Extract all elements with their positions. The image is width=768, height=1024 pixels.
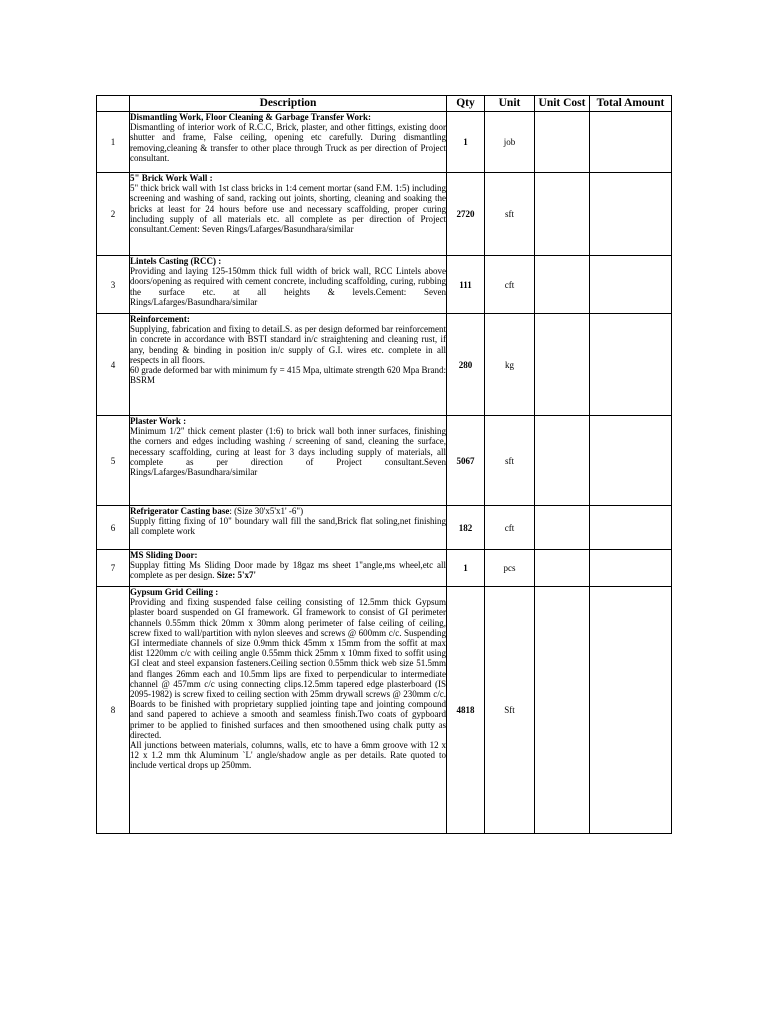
table-row [97, 256, 672, 314]
row-unit-cost [535, 173, 590, 256]
row-unit-cost [535, 112, 590, 173]
row-qty: 5067 [447, 416, 485, 506]
row-sl: 6 [97, 506, 130, 550]
item-body-extra: All junctions between materials, columns, walls, etc to have a 6mm groove with 12 x 12 x 1.2 mm thk Aluminum `L' angle/shadow angle as per details. Rate quoted to include vertical drops up 250mm. [130, 740, 446, 771]
row-unit: job [485, 112, 535, 173]
row-qty: 2720 [447, 173, 485, 256]
item-title-suffix: : (Size 30'x5'x1' -6") [229, 506, 304, 516]
row-unit-cost [535, 506, 590, 550]
item-size: Size: 5'x7' [216, 570, 256, 581]
row-sl: 7 [97, 550, 130, 587]
item-body: Minimum 1/2" thick cement plaster (1:6) to brick wall both inner surfaces, finishing the corners and edges including washing / screening of sand, cleaning the surface, necessary scaffolding, curing at least for 3 days including supply of materials, all complete as per direction of Project consultant.Seven Rings/Lafarges/Basundhara/similar [130, 426, 446, 478]
row-total-amount [590, 112, 672, 173]
boq-table [96, 95, 672, 834]
row-unit: pcs [485, 550, 535, 587]
row-qty: 1 [447, 112, 485, 173]
item-body: Supply fitting fixing of 10" boundary wall fill the sand,Brick flat soling,net finishing all complete work [130, 516, 446, 537]
row-qty: 280 [447, 314, 485, 416]
item-body: Providing and laying 125-150mm thick full width of brick wall, RCC Lintels above doors/opening as required with cement concrete, including scaffolding, curing, rubbing the surface etc. at all heights & levels.Cement: Seven Rings/Lafarges/Basundhara/similar [130, 266, 446, 307]
row-description [130, 256, 447, 314]
header-description: Description [130, 96, 447, 112]
row-qty: 111 [447, 256, 485, 314]
item-title: Gypsum Grid Ceiling : [130, 587, 219, 597]
row-sl: 4 [97, 314, 130, 416]
item-body: 5" thick brick wall with 1st class bricks in 1:4 cement mortar (sand F.M. 1:5) including screening and washing of sand, racking out joints, shorting, cleaning and soaking the bricks at least for 24 hours before use and necessary scaffolding, proper curing including supply of all materials etc. all complete as per direction of Project consultant.Cement: Seven Rings/Lafarges/Basundhara/similar [130, 183, 446, 235]
header-unit-cost: Unit Cost [535, 96, 590, 112]
row-unit: kg [485, 314, 535, 416]
header-total-amount: Total Amount [590, 96, 672, 112]
item-title: MS Sliding Door: [130, 550, 198, 560]
item-title: Reinforcement: [130, 314, 190, 324]
row-sl: 8 [97, 587, 130, 834]
item-body: Dismantling of interior work of R.C.C, Brick, plaster, and other fittings, existing door shutter and frame, False ceiling, opening etc carefully. During dismantling removing,cleaning & transfer to other place through Truck as per direction of Project consultant. [130, 122, 446, 163]
row-unit-cost [535, 256, 590, 314]
table-row [97, 173, 672, 256]
row-total-amount [590, 416, 672, 506]
item-title: Refrigerator Casting base [130, 506, 230, 516]
table-row [97, 506, 672, 550]
row-description [130, 112, 447, 173]
table-row [97, 314, 672, 416]
item-body-extra: 60 grade deformed bar with minimum fy = 415 Mpa, ultimate strength 620 Mpa Brand: BSRM [130, 365, 446, 386]
header-unit: Unit [485, 96, 535, 112]
row-qty: 4818 [447, 587, 485, 834]
row-sl: 2 [97, 173, 130, 256]
row-sl: 3 [97, 256, 130, 314]
header-sl [97, 96, 130, 112]
header-qty: Qty [447, 96, 485, 112]
row-unit-cost [535, 416, 590, 506]
row-qty: 182 [447, 506, 485, 550]
row-total-amount [590, 314, 672, 416]
row-description [130, 314, 447, 416]
row-total-amount [590, 256, 672, 314]
item-title: 5" Brick Work Wall : [130, 173, 213, 183]
row-qty: 1 [447, 550, 485, 587]
row-sl: 1 [97, 112, 130, 173]
row-unit-cost [535, 314, 590, 416]
item-title: Plaster Work : [130, 416, 187, 426]
item-body: Providing and fixing suspended false ceiling consisting of 12.5mm thick Gypsum plaster board suspended on GI framework. GI framework to consist of GI perimeter channels 0.55mm thick 20mm x 30mm along perimeter of false ceiling of ceiling, screw fixed to wall/partition with nylon sleeves and screws @ 600mm c/c. Suspending GI intermediate channels of size 0.9mm thick 45mm x 15mm from the soffit at max dist 1220mm c/c with ceiling angle 0.55mm thick 25mm x 10mm fixed to soffit using GI cleat and steel expansion fasteners.Ceiling section 0.55mm thick web size 51.5mm and flanges 26mm each and 10.5mm lips are fixed to perpendicular to intermediate channel @ 457mm c/c using connecting clips.12.5mm tapered edge plasterboard (IS 2095-1982) is screw fixed to ceiling section with 25mm drywall screws @ 230mm c/c. Boards to be finished with proprietary supplied jointing tape and jointing compound and sand papered to achieve a smooth and seamless finish.Two coats of gypboard primer to be applied to finished surfaces and then smoothened using chalk putty as directed. [130, 597, 446, 740]
row-total-amount [590, 587, 672, 834]
row-total-amount [590, 173, 672, 256]
row-description [130, 416, 447, 506]
row-unit: sft [485, 173, 535, 256]
item-title: Lintels Casting (RCC) : [130, 256, 222, 266]
row-unit: cft [485, 506, 535, 550]
table-row [97, 587, 672, 834]
table-row [97, 416, 672, 506]
table-row [97, 112, 672, 173]
row-unit-cost [535, 587, 590, 834]
item-body: Supplay fitting Ms Sliding Door made by 18gaz ms sheet 1"angle,ms wheel,etc all complete as per design. [130, 560, 446, 581]
row-total-amount [590, 506, 672, 550]
row-unit: cft [485, 256, 535, 314]
item-title: Dismantling Work, Floor Cleaning & Garbage Transfer Work: [130, 112, 372, 122]
table-row [97, 550, 672, 587]
header-row [97, 96, 672, 112]
item-body: Supplying, fabrication and fixing to detaiLS. as per design deformed bar reinforcement in concrete in accordance with BSTI standard in/c straightening and cleaning rust, if any, bending & binding in position in/c supply of G.I. wires etc. complete in all respects in all floors. [130, 324, 446, 365]
row-description [130, 550, 447, 587]
row-unit: Sft [485, 587, 535, 834]
row-unit-cost [535, 550, 590, 587]
row-description [130, 173, 447, 256]
row-unit: sft [485, 416, 535, 506]
row-description [130, 587, 447, 834]
row-total-amount [590, 550, 672, 587]
row-description [130, 506, 447, 550]
row-sl: 5 [97, 416, 130, 506]
